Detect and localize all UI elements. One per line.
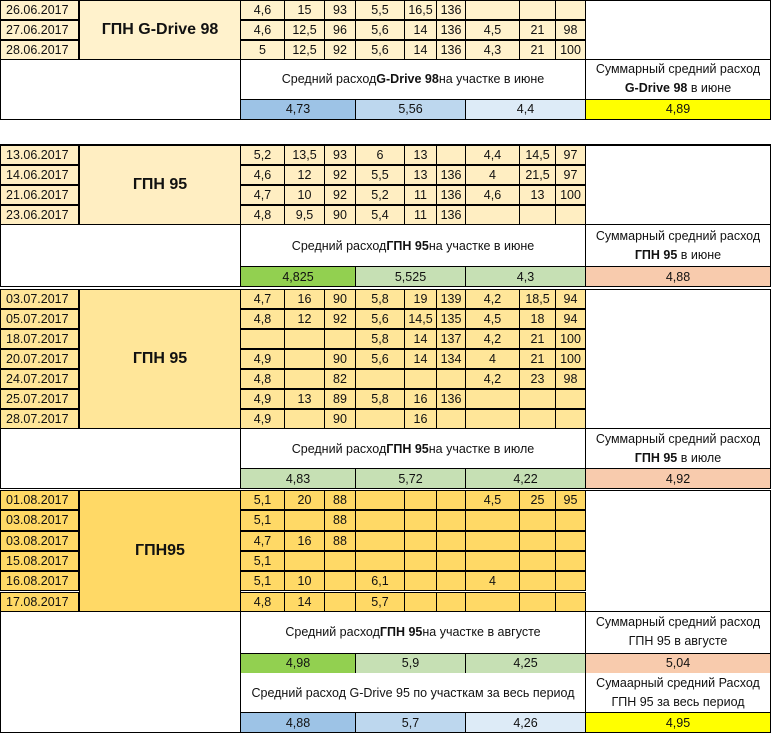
value-cell: 21	[520, 329, 556, 349]
total-caption-suffix: в июне	[677, 247, 722, 262]
total-caption-line1: Суммарный средний расход	[595, 62, 761, 76]
block-right-blank	[586, 0, 771, 60]
caption-text: Средний расход	[291, 238, 387, 253]
row-date: 25.07.2017	[0, 389, 79, 409]
value-cell: 4,7	[241, 289, 285, 309]
total-caption-line2	[596, 79, 760, 98]
value-cell: 14	[285, 592, 325, 612]
value-cell	[405, 531, 437, 551]
value-cell: 21,5	[520, 165, 556, 185]
value-cell: 4,2	[466, 289, 520, 309]
value-cell: 5,6	[356, 309, 405, 329]
value-cell: 18	[520, 309, 556, 329]
caption-text: Средний расход	[285, 625, 380, 640]
value-cell: 100	[556, 349, 586, 369]
value-cell: 93	[325, 145, 356, 165]
value-cell	[285, 329, 325, 349]
caption-text: Средний расход	[291, 441, 387, 456]
section-caption	[241, 612, 586, 654]
row-date: 03.07.2017	[0, 289, 79, 309]
value-cell	[285, 510, 325, 530]
value-cell	[556, 551, 586, 571]
value-cell: 4,2	[466, 369, 520, 389]
value-cell: 88	[325, 490, 356, 510]
row-date: 16.08.2017	[0, 571, 79, 591]
section-caption	[241, 60, 586, 100]
value-cell: 4,6	[466, 185, 520, 205]
value-cell	[356, 551, 405, 571]
value-cell: 92	[325, 309, 356, 329]
total-value: 5,04	[586, 654, 771, 674]
row-date: 17.08.2017	[0, 592, 79, 612]
value-cell: 136	[437, 185, 466, 205]
value-cell	[466, 389, 520, 409]
value-cell: 9,5	[285, 205, 325, 225]
value-cell: 136	[437, 389, 466, 409]
value-cell: 4,9	[241, 389, 285, 409]
value-cell: 94	[556, 309, 586, 329]
average-cell: 4,25	[466, 654, 586, 674]
value-cell: 5	[241, 40, 285, 60]
total-caption-suffix: в июле	[677, 450, 722, 465]
value-cell	[437, 531, 466, 551]
summary-total-text	[596, 674, 760, 712]
value-cell	[520, 205, 556, 225]
caption-text: на участке в августе	[422, 625, 541, 640]
block-right-blank	[586, 289, 771, 429]
caption-fuel: ГПН 95	[386, 441, 429, 456]
value-cell: 4,4	[466, 145, 520, 165]
value-cell: 12	[285, 165, 325, 185]
row-date: 01.08.2017	[0, 490, 79, 510]
total-caption-line2	[596, 246, 760, 265]
value-cell: 14	[405, 329, 437, 349]
value-cell: 4,8	[241, 205, 285, 225]
value-cell: 82	[325, 369, 356, 389]
value-cell: 5,8	[356, 389, 405, 409]
value-cell: 89	[325, 389, 356, 409]
value-cell	[325, 571, 356, 591]
value-cell: 13	[405, 165, 437, 185]
row-date: 24.07.2017	[0, 369, 79, 389]
value-cell	[520, 551, 556, 571]
value-cell	[556, 205, 586, 225]
value-cell: 136	[437, 40, 466, 60]
value-cell	[520, 510, 556, 530]
value-cell: 90	[325, 409, 356, 429]
value-cell: 4,8	[241, 592, 285, 612]
value-cell	[556, 592, 586, 612]
value-cell: 4,8	[241, 309, 285, 329]
value-cell: 136	[437, 0, 466, 20]
value-cell: 5,6	[356, 349, 405, 369]
summary-total-caption	[586, 673, 771, 713]
value-cell	[437, 571, 466, 591]
value-cell: 136	[437, 165, 466, 185]
total-caption-fuel: G-Drive 98	[624, 81, 688, 95]
total-caption-fuel: ГПН 95	[634, 247, 678, 262]
value-cell: 139	[437, 289, 466, 309]
value-cell: 4,2	[466, 329, 520, 349]
value-cell: 98	[556, 20, 586, 40]
value-cell: 13	[285, 389, 325, 409]
value-cell	[520, 389, 556, 409]
value-cell: 19	[405, 289, 437, 309]
value-cell: 4,7	[241, 531, 285, 551]
value-cell: 14,5	[520, 145, 556, 165]
value-cell: 134	[437, 349, 466, 369]
value-cell: 4,6	[241, 20, 285, 40]
value-cell	[520, 571, 556, 591]
value-cell: 4,9	[241, 349, 285, 369]
value-cell: 98	[556, 369, 586, 389]
summary-total-value: 4,95	[586, 713, 771, 733]
value-cell: 5,5	[356, 165, 405, 185]
total-caption	[586, 429, 771, 469]
value-cell: 12,5	[285, 40, 325, 60]
row-date: 23.06.2017	[0, 205, 79, 225]
summary-caption: Средний расход G-Drive 95 по участкам за весь период	[241, 673, 586, 713]
value-cell: 4,6	[241, 0, 285, 20]
value-cell: 92	[325, 165, 356, 185]
value-cell: 92	[325, 40, 356, 60]
value-cell: 4,7	[241, 185, 285, 205]
value-cell	[556, 571, 586, 591]
value-cell: 5,8	[356, 289, 405, 309]
value-cell	[356, 510, 405, 530]
value-cell: 92	[325, 185, 356, 205]
average-cell: 4,22	[466, 469, 586, 489]
value-cell	[405, 490, 437, 510]
value-cell: 100	[556, 329, 586, 349]
value-cell: 10	[285, 571, 325, 591]
row-date: 18.07.2017	[0, 329, 79, 349]
value-cell: 93	[325, 0, 356, 20]
value-cell: 4,3	[466, 40, 520, 60]
value-cell	[405, 510, 437, 530]
value-cell: 16	[405, 389, 437, 409]
value-cell: 21	[520, 20, 556, 40]
value-cell	[285, 551, 325, 571]
value-cell	[556, 510, 586, 530]
value-cell: 4,9	[241, 409, 285, 429]
average-cell: 5,72	[356, 469, 466, 489]
block-label: ГПН95	[79, 490, 241, 612]
total-caption-line2	[596, 632, 760, 651]
total-caption-line1: Суммарный средний расход	[595, 431, 761, 446]
value-cell	[556, 389, 586, 409]
total-caption-text	[596, 430, 760, 468]
total-caption	[586, 225, 771, 267]
value-cell	[437, 409, 466, 429]
value-cell: 100	[556, 40, 586, 60]
value-cell: 16	[405, 409, 437, 429]
total-caption-text	[596, 227, 760, 265]
summary-left-blank	[0, 673, 241, 733]
value-cell	[285, 409, 325, 429]
total-caption	[586, 60, 771, 100]
row-date: 26.06.2017	[0, 0, 79, 20]
caption-text: на участке в июле	[428, 441, 535, 456]
value-cell: 5,4	[356, 205, 405, 225]
average-cell: 4,4	[466, 100, 586, 120]
row-date: 28.06.2017	[0, 40, 79, 60]
value-cell	[437, 510, 466, 530]
value-cell: 25	[520, 490, 556, 510]
total-caption-text	[596, 60, 760, 98]
value-cell: 136	[437, 20, 466, 40]
value-cell	[405, 369, 437, 389]
value-cell: 5,7	[356, 592, 405, 612]
row-date: 21.06.2017	[0, 185, 79, 205]
value-cell: 135	[437, 309, 466, 329]
value-cell: 14	[405, 349, 437, 369]
value-cell	[556, 0, 586, 20]
summary-average: 5,7	[356, 713, 466, 733]
row-date: 05.07.2017	[0, 309, 79, 329]
caption-text: на участке в июне	[438, 72, 545, 86]
row-date: 14.06.2017	[0, 165, 79, 185]
value-cell: 90	[325, 289, 356, 309]
value-cell	[466, 0, 520, 20]
value-cell: 4	[466, 349, 520, 369]
value-cell	[520, 409, 556, 429]
value-cell	[556, 409, 586, 429]
value-cell: 13	[405, 145, 437, 165]
value-cell: 136	[437, 205, 466, 225]
value-cell: 21	[520, 349, 556, 369]
value-cell	[466, 510, 520, 530]
average-cell: 4,83	[241, 469, 356, 489]
spacer-row	[0, 123, 771, 145]
block-right-blank	[586, 145, 771, 225]
value-cell: 5,6	[356, 20, 405, 40]
average-cell: 5,56	[356, 100, 466, 120]
value-cell: 97	[556, 145, 586, 165]
caption-text: на участке в июне	[428, 238, 535, 253]
value-cell: 97	[556, 165, 586, 185]
value-cell	[437, 551, 466, 571]
value-cell	[466, 205, 520, 225]
value-cell	[325, 551, 356, 571]
value-cell: 4,5	[466, 20, 520, 40]
summary-average: 4,88	[241, 713, 356, 733]
value-cell	[437, 145, 466, 165]
value-cell: 90	[325, 205, 356, 225]
value-cell: 10	[285, 185, 325, 205]
average-cell: 4,98	[241, 654, 356, 674]
value-cell: 12,5	[285, 20, 325, 40]
total-caption-suffix: в июне	[687, 81, 732, 95]
row-date: 15.08.2017	[0, 551, 79, 571]
value-cell: 14	[405, 40, 437, 60]
value-cell: 15	[285, 0, 325, 20]
value-cell: 11	[405, 205, 437, 225]
value-cell	[437, 369, 466, 389]
value-cell: 4,5	[466, 309, 520, 329]
value-cell	[466, 409, 520, 429]
value-cell: 96	[325, 20, 356, 40]
value-cell: 5,1	[241, 571, 285, 591]
row-date: 03.08.2017	[0, 531, 79, 551]
value-cell: 90	[325, 349, 356, 369]
value-cell	[520, 592, 556, 612]
value-cell	[437, 490, 466, 510]
value-cell: 5,2	[356, 185, 405, 205]
value-cell	[241, 329, 285, 349]
value-cell: 5,1	[241, 490, 285, 510]
caption-left-blank	[0, 225, 241, 287]
value-cell: 23	[520, 369, 556, 389]
value-cell: 5,6	[356, 40, 405, 60]
value-cell: 4	[466, 571, 520, 591]
average-cell: 4,3	[466, 267, 586, 287]
value-cell	[285, 349, 325, 369]
value-cell: 5,1	[241, 510, 285, 530]
total-caption-line1: Суммарный средний расход	[595, 615, 761, 630]
value-cell: 100	[556, 185, 586, 205]
value-cell: 4,6	[241, 165, 285, 185]
block-label: ГПН 95	[79, 289, 241, 429]
value-cell	[356, 369, 405, 389]
average-cell: 5,9	[356, 654, 466, 674]
value-cell: 5,2	[241, 145, 285, 165]
total-caption-text	[596, 613, 760, 651]
value-cell: 94	[556, 289, 586, 309]
caption-left-blank	[0, 612, 241, 674]
value-cell: 5,5	[356, 0, 405, 20]
value-cell: 11	[405, 185, 437, 205]
caption-text: Средний расход	[281, 72, 377, 86]
block-right-blank	[586, 490, 771, 612]
total-caption	[586, 612, 771, 654]
value-cell: 14	[405, 20, 437, 40]
value-cell: 95	[556, 490, 586, 510]
row-date: 20.07.2017	[0, 349, 79, 369]
caption-fuel: ГПН 95	[379, 625, 423, 640]
value-cell	[285, 369, 325, 389]
value-cell: 12	[285, 309, 325, 329]
value-cell: 5,1	[241, 551, 285, 571]
block-label: ГПН 95	[79, 145, 241, 225]
value-cell: 14,5	[405, 309, 437, 329]
caption-fuel: ГПН 95	[386, 238, 429, 253]
value-cell	[437, 592, 466, 612]
value-cell: 13	[520, 185, 556, 205]
summary-total-line1: Сумаарный средний Расход	[596, 675, 760, 690]
value-cell: 18,5	[520, 289, 556, 309]
summary-total-line2: ГПН 95 за весь период	[611, 694, 745, 709]
total-value: 4,89	[586, 100, 771, 120]
caption-left-blank	[0, 429, 241, 489]
value-cell	[405, 551, 437, 571]
value-cell: 137	[437, 329, 466, 349]
total-value: 4,92	[586, 469, 771, 489]
total-caption-fuel: ГПН 95	[634, 450, 678, 465]
average-cell: 5,525	[356, 267, 466, 287]
value-cell: 16	[285, 289, 325, 309]
summary-average: 4,26	[466, 713, 586, 733]
total-caption-line1: Суммарный средний расход	[595, 228, 761, 243]
row-date: 13.06.2017	[0, 145, 79, 165]
value-cell	[356, 531, 405, 551]
value-cell: 5,8	[356, 329, 405, 349]
total-caption-fuel: ГПН 95 в августе	[628, 634, 728, 649]
value-cell	[466, 551, 520, 571]
value-cell	[556, 531, 586, 551]
value-cell: 4,5	[466, 490, 520, 510]
value-cell	[520, 0, 556, 20]
value-cell: 6	[356, 145, 405, 165]
row-date: 28.07.2017	[0, 409, 79, 429]
section-caption	[241, 429, 586, 469]
value-cell: 88	[325, 510, 356, 530]
average-cell: 4,73	[241, 100, 356, 120]
value-cell: 21	[520, 40, 556, 60]
caption-fuel: G-Drive 98	[376, 72, 439, 86]
value-cell: 16,5	[405, 0, 437, 20]
row-date: 27.06.2017	[0, 20, 79, 40]
value-cell: 4,8	[241, 369, 285, 389]
value-cell: 88	[325, 531, 356, 551]
value-cell	[325, 592, 356, 612]
block-label: ГПН G-Drive 98	[79, 0, 241, 60]
total-value: 4,88	[586, 267, 771, 287]
row-date: 03.08.2017	[0, 510, 79, 530]
value-cell: 20	[285, 490, 325, 510]
caption-left-blank	[0, 60, 241, 120]
value-cell	[466, 592, 520, 612]
value-cell: 4	[466, 165, 520, 185]
value-cell: 16	[285, 531, 325, 551]
value-cell	[405, 571, 437, 591]
average-cell: 4,825	[241, 267, 356, 287]
value-cell: 13,5	[285, 145, 325, 165]
value-cell	[356, 409, 405, 429]
section-caption	[241, 225, 586, 267]
value-cell	[356, 490, 405, 510]
value-cell	[405, 592, 437, 612]
value-cell	[466, 531, 520, 551]
value-cell	[520, 531, 556, 551]
total-caption-line2	[596, 449, 760, 468]
value-cell	[325, 329, 356, 349]
value-cell: 6,1	[356, 571, 405, 591]
